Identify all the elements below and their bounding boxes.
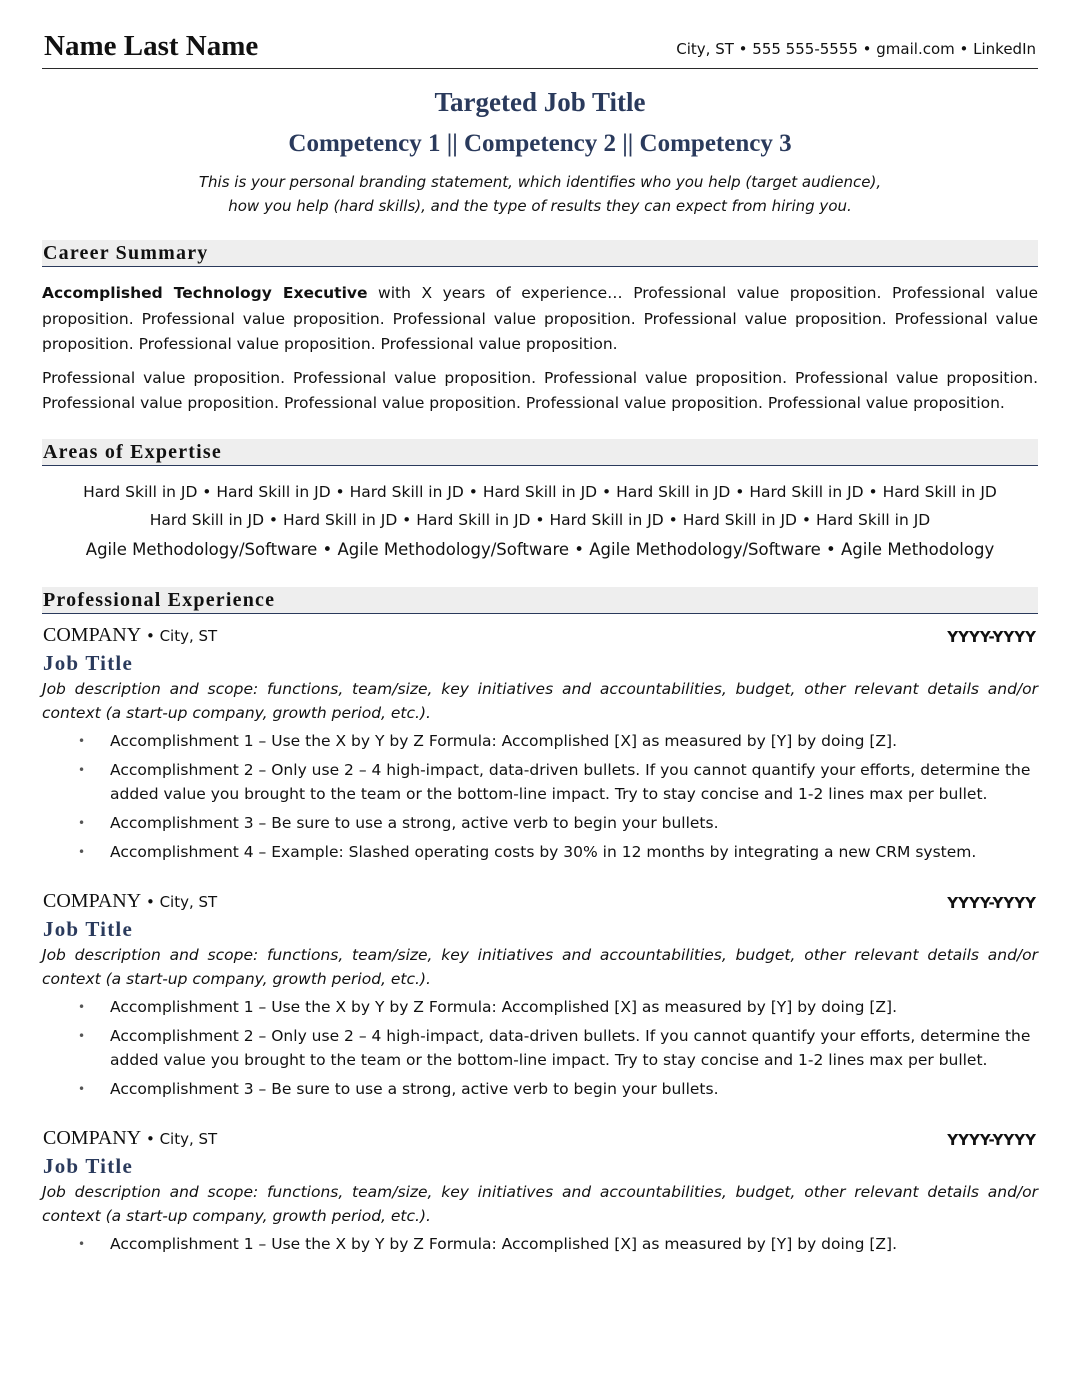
section-header-professional-experience — [42, 587, 1038, 614]
bullet-icon: • — [78, 999, 86, 1014]
accomplishment-item — [42, 1024, 1038, 1072]
company-city: • City, ST — [141, 1129, 218, 1148]
bullet-icon: • — [78, 733, 86, 748]
job-dates: YYYY-YYYY — [947, 1130, 1036, 1149]
bullet-icon: • — [78, 815, 86, 830]
bullet-icon: • — [78, 1028, 86, 1043]
job-description: Job description and scope: functions, team/size, key initiatives and accountabilities, budget, other relevant details and/or context (a start-up company, growth period, etc.). — [42, 679, 1038, 722]
job-description: Job description and scope: functions, team/size, key initiatives and accountabilities, budget, other relevant details and/or context (a start-up company, growth period, etc.). — [42, 945, 1038, 988]
bullet-icon: • — [78, 1081, 86, 1096]
accomplishment-item — [42, 758, 1038, 806]
bullet-icon: • — [78, 762, 86, 777]
accomplishment-text: Accomplishment 1 – Use the X by Y by Z Formula: Accomplished [X] as measured by [Y] by doing [Z]. — [110, 731, 898, 750]
accomplishment-text: Accomplishment 1 – Use the X by Y by Z Formula: Accomplished [X] as measured by [Y] by doing [Z]. — [110, 1234, 898, 1253]
company-label: COMPANY — [43, 1126, 142, 1149]
job-entry — [42, 890, 1038, 1101]
section-title: Professional Experience — [43, 588, 276, 611]
job-description: Job description and scope: functions, team/size, key initiatives and accountabilities, budget, other relevant details and/or context (a start-up company, growth period, etc.). — [42, 1182, 1038, 1225]
expertise-line: Hard Skill in JD • Hard Skill in JD • Hard Skill in JD • Hard Skill in JD • Hard Skill in JD • Hard Skill in JD — [149, 510, 931, 529]
competencies-line: Competency 1 || Competency 2 || Competency 3 — [288, 130, 792, 157]
resume-header — [42, 28, 1038, 69]
accomplishment-list — [42, 1232, 1038, 1256]
accomplishment-text: Accomplishment 1 – Use the X by Y by Z Formula: Accomplished [X] as measured by [Y] by doing [Z]. — [110, 997, 898, 1016]
accomplishment-item — [42, 729, 1038, 753]
areas-of-expertise — [42, 478, 1038, 565]
accomplishment-item — [42, 811, 1038, 835]
job-dates: YYYY-YYYY — [947, 627, 1036, 646]
accomplishment-text: Accomplishment 3 – Be sure to use a strong, active verb to begin your bullets. — [110, 1079, 719, 1098]
section-header-areas-of-expertise — [42, 439, 1038, 466]
summary-paragraph — [42, 281, 1038, 358]
candidate-name: Name Last Name — [44, 30, 259, 62]
accomplishment-item — [42, 1232, 1038, 1256]
resume-page — [42, 28, 1038, 1261]
bullet-icon: • — [78, 1236, 86, 1251]
section-title: Career Summary — [43, 242, 209, 264]
company-name — [43, 624, 217, 647]
company-label: COMPANY — [43, 889, 142, 912]
company-city: • City, ST — [141, 626, 218, 645]
bullet-icon: • — [78, 844, 86, 859]
contact-line: City, ST • 555 555-5555 • gmail.com • LinkedIn — [676, 40, 1036, 58]
section-header-career-summary — [42, 240, 1038, 267]
job-dates: YYYY-YYYY — [947, 893, 1036, 912]
branding-line: how you help (hard skills), and the type of results they can expect from hiring you. — [228, 197, 852, 215]
job-entry — [42, 1127, 1038, 1256]
company-name — [43, 890, 217, 913]
accomplishment-text: Accomplishment 3 – Be sure to use a strong, active verb to begin your bullets. — [110, 813, 719, 832]
job-title: Job Title — [43, 916, 133, 941]
targeted-job-title: Targeted Job Title — [434, 87, 646, 117]
job-header — [42, 890, 1038, 914]
company-city: • City, ST — [141, 892, 218, 911]
job-title: Job Title — [43, 650, 133, 675]
job-title: Job Title — [43, 1153, 133, 1178]
job-entry — [42, 624, 1038, 864]
expertise-line: Agile Methodology/Software • Agile Methodology/Software • Agile Methodology/Software • Agile Methodology — [85, 539, 995, 559]
branding-line: This is your personal branding statement, which identifies who you help (target audience), — [198, 173, 882, 191]
summary-paragraph: Professional value proposition. Professional value proposition. Professional value proposition. Professional value proposition. Professional value proposition. Professional value proposition. Professional value proposition. Professional value proposition. — [42, 368, 1038, 412]
accomplishment-text: Accomplishment 2 – Only use 2 – 4 high-impact, data-driven bullets. If you cannot quantify your efforts, determine the added value you brought to the team or the bottom-line impact. Try to stay concise and 1-2 lines max per bullet. — [110, 1026, 1031, 1069]
job-header — [42, 624, 1038, 648]
summary-text: with X years of experience… Professional value proposition. Professional value proposition. Professional value proposition. Professional value proposition. Professional value proposition. Professional value proposition. Professional value proposition. Professional value proposition. — [42, 284, 1038, 353]
accomplishment-text: Accomplishment 2 – Only use 2 – 4 high-impact, data-driven bullets. If you cannot quantify your efforts, determine the added value you brought to the team or the bottom-line impact. Try to stay concise and 1-2 lines max per bullet. — [110, 760, 1031, 803]
accomplishment-item — [42, 840, 1038, 864]
job-header — [42, 1127, 1038, 1151]
accomplishment-item — [42, 995, 1038, 1019]
accomplishment-list — [42, 729, 1038, 864]
accomplishment-list — [42, 995, 1038, 1101]
branding-statement — [42, 170, 1038, 218]
accomplishment-text: Accomplishment 4 – Example: Slashed operating costs by 30% in 12 months by integrating a new CRM system. — [110, 842, 977, 861]
accomplishment-item — [42, 1077, 1038, 1101]
expertise-line: Hard Skill in JD • Hard Skill in JD • Hard Skill in JD • Hard Skill in JD • Hard Skill in JD • Hard Skill in JD • Hard Skill in JD — [83, 482, 997, 501]
summary-lead: Accomplished Technology Executive — [42, 284, 368, 302]
company-name — [43, 1127, 217, 1150]
career-summary — [42, 281, 1038, 417]
section-title: Areas of Expertise — [43, 440, 222, 463]
company-label: COMPANY — [43, 623, 142, 646]
